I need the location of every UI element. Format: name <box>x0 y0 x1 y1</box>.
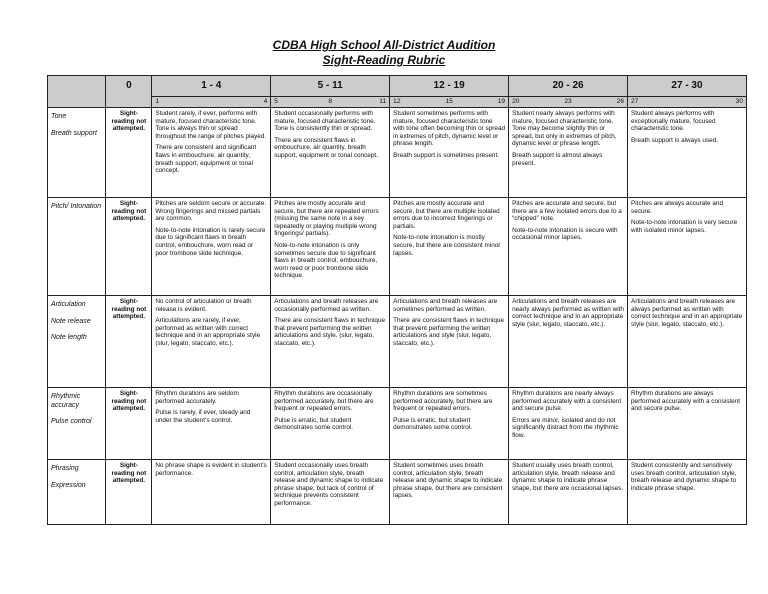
rubric-cell <box>152 388 271 460</box>
range-1 <box>152 97 271 108</box>
rubric-cell <box>152 198 271 296</box>
rubric-descriptor: Rhythm durations are sometimes performed accurately, but there are frequent or repeated errors. <box>393 390 493 413</box>
rubric-descriptor: Note-to-note intonation is only sometimes secure due to significant flaws in breath control, embouchure, worn reed or poor trombone slide technique. <box>274 241 378 280</box>
rubric-cell <box>509 388 628 460</box>
rubric-descriptor: Student occasionally performs with mature, focused characteristic tone. Tone is consistently thin or spread. <box>274 110 376 133</box>
rubric-cell <box>509 296 628 388</box>
rubric-cell <box>628 198 747 296</box>
score-header-row <box>48 76 747 97</box>
rubric-cell <box>390 388 509 460</box>
rubric-descriptor: Note-to-note intonation is secure with occasional minor lapses. <box>512 226 618 242</box>
rubric-descriptor: Rhythm durations are nearly always performed accurately with a consistent and secure pulse. <box>512 390 622 413</box>
rubric-descriptor: There are consistent flaws in embouchure, air quantity, breath support, equipment or tonal concept. <box>274 136 378 159</box>
rubric-cell <box>390 108 509 198</box>
range-tick-label: 20 <box>512 98 520 105</box>
not-attempted-cell: Sight-reading not attempted. <box>106 198 152 296</box>
range-3 <box>390 97 509 108</box>
range-2 <box>271 97 390 108</box>
rubric-descriptor: Errors are minor, isolated and do not significantly distract from the rhythmic flow. <box>512 416 619 439</box>
rubric-cell <box>509 108 628 198</box>
rubric-row-tone <box>48 108 747 198</box>
range-5 <box>628 97 747 108</box>
rubric-descriptor: Pitches are seldom secure or accurate. Wrong fingerings and missed partials are common. <box>155 200 267 223</box>
rubric-cell <box>628 108 747 198</box>
rubric-descriptor: Articulations and breath releases are occasionally performed as written. <box>274 298 379 313</box>
score-header-2: 5 - 11 <box>271 76 390 97</box>
rubric-cell <box>271 198 390 296</box>
rubric-row-pitch <box>48 198 747 296</box>
rubric-descriptor: Articulations and breath releases are always performed as written with correct technique and in an appropriate style (slur, legato, staccato, etc.). <box>631 298 743 328</box>
rubric-descriptor: Breath support is almost always present. <box>512 151 603 167</box>
rubric-cell <box>271 460 390 525</box>
not-attempted-cell: Sight-reading not attempted. <box>106 296 152 388</box>
rubric-descriptor: Pulse is erratic, but student demonstrates some control. <box>274 416 354 432</box>
rubric-descriptor: Articulations and breath releases are sometimes performed as written. <box>393 298 498 313</box>
rubric-descriptor: No control of articulation or breath release is evident. <box>155 298 252 313</box>
range-tick-label: 26 <box>616 98 624 105</box>
rubric-cell <box>152 108 271 198</box>
rubric-descriptor: Pulse is rarely, if ever, steady and under the student’s control. <box>155 409 251 424</box>
not-attempted-cell: Sight-reading not attempted. <box>106 460 152 525</box>
score-header-1: 1 - 4 <box>152 76 271 97</box>
rubric-cell <box>628 460 747 525</box>
criteria-label: Pitch/ Intonation <box>51 203 102 210</box>
rubric-cell <box>628 388 747 460</box>
criteria-cell <box>48 460 106 525</box>
score-header-0: 0 <box>106 76 152 108</box>
criteria-cell <box>48 388 106 460</box>
rubric-descriptor: Rhythm durations are always performed accurately with a consistent and secure pulse. <box>631 390 741 413</box>
rubric-descriptor: There are consistent and significant flaws in embouchure, air quantity, breath support, equipment or tonal concept. <box>155 144 257 175</box>
rubric-descriptor: Student nearly always performs with mature, focused characteristic tone. Tone may become slightly thin or spread, but only in extremes of pitch, dynamic level or phrase length. <box>512 110 617 148</box>
rubric-descriptor: Student sometimes uses breath control, articulation style, breath release and dynamic shape to indicate phrase shape, but there are consistent lapses. <box>393 462 503 500</box>
rubric-descriptor: Student always performs with exceptionally mature, focused characteristic tone. <box>631 110 716 133</box>
range-tick-label: 12 <box>393 98 401 105</box>
rubric-cell <box>509 198 628 296</box>
rubric-descriptor: Student rarely, if ever, performs with mature, focused characteristic tone. Tone is always thin or spread throughout the range of pitches played. <box>155 110 267 140</box>
not-attempted-cell: Sight-reading not attempted. <box>106 108 152 198</box>
rubric-row-articulation <box>48 296 747 388</box>
range-tick-label: 8 <box>328 98 333 105</box>
rubric-table <box>47 75 747 525</box>
rubric-descriptor: Rhythm durations are seldom performed accurately. <box>155 390 239 405</box>
criteria-label: Rhythmic accuracy <box>51 393 81 409</box>
rubric-cell <box>390 296 509 388</box>
rubric-descriptor: No phrase shape is evident in student’s performance. <box>155 462 267 477</box>
range-tick-label: 4 <box>263 98 268 105</box>
range-tick-label: 5 <box>274 98 278 105</box>
criteria-label: Expression <box>51 481 86 489</box>
criteria-label: Phrasing <box>51 465 79 472</box>
rubric-descriptor: Pulse is erratic, but student demonstrates some control. <box>393 416 473 432</box>
rubric-descriptor: Pitches are accurate and secure, but there are a few isolated errors due to a “chipped” note. <box>512 200 622 223</box>
rubric-cell <box>390 460 509 525</box>
not-attempted-cell: Sight-reading not attempted. <box>106 388 152 460</box>
rubric-row-rhythm <box>48 388 747 460</box>
page-subtitle: Sight-Reading Rubric <box>322 53 446 67</box>
rubric-descriptor: Pitches are mostly accurate and secure, but there are repeated errors (missing the same note in a key repeatedly or playing multiple wrong fingerings/ partials). <box>274 200 379 238</box>
rubric-descriptor: Note-to-note intonation is mostly secure, but there are consistent minor lapses. <box>393 234 501 257</box>
rubric-descriptor: Student sometimes performs with mature, focused characteristic tone with tone often becoming thin or spread in extremes of pitch, dynamic level or phrase length. <box>393 110 506 148</box>
rubric-descriptor: Note-to-note intonation is rarely secure due to significant flaws in breath control, embouchure, worn read or poor trombone slide technique. <box>155 226 266 257</box>
range-4 <box>509 97 628 108</box>
criteria-label: Tone <box>51 113 67 120</box>
criteria-label: Pulse control <box>51 418 92 425</box>
rubric-cell <box>271 388 390 460</box>
score-header-3: 12 - 19 <box>390 76 509 97</box>
rubric-descriptor: Note-to-note intonation is very secure with isolated minor lapses. <box>631 219 738 234</box>
rubric-cell <box>271 296 390 388</box>
rubric-descriptor: Breath support is always used. <box>631 136 719 144</box>
rubric-descriptor: Rhythm durations are occasionally performed accurately, but there are frequent or repeated errors. <box>274 390 374 413</box>
rubric-descriptor: There are consistent flaws in technique that prevent performing the written articulations and style (slur, legato, staccato, etc.). <box>393 317 504 347</box>
rubric-cell <box>271 108 390 198</box>
range-tick-label: 15 <box>445 98 453 105</box>
rubric-cell <box>628 296 747 388</box>
rubric-descriptor: Student occasionally uses breath control, articulation style, breath release and dynamic shape to indicate phrase shape, but lack of control of technique prevents consistent performance. <box>274 462 384 507</box>
rubric-cell <box>509 460 628 525</box>
range-tick-label: 27 <box>631 98 639 105</box>
range-tick-label: 11 <box>379 98 387 105</box>
criteria-label: Note release <box>51 317 91 325</box>
range-tick-label: 1 <box>155 98 159 105</box>
rubric-cell <box>390 198 509 296</box>
range-header-row <box>48 97 747 108</box>
criteria-cell <box>48 198 106 296</box>
range-tick-label: 19 <box>497 98 506 105</box>
page-title: CDBA High School All-District Audition <box>272 38 496 52</box>
rubric-descriptor: Pitches are always accurate and secure. <box>631 200 724 215</box>
rubric-descriptor: Pitches are mostly accurate and secure, but there are multiple isolated errors due to incorrect fingerings or partials. <box>393 200 500 230</box>
rubric-descriptor: Breath support is sometimes present. <box>393 151 500 159</box>
criteria-cell <box>48 108 106 198</box>
criteria-label: Articulation <box>51 301 86 308</box>
score-header-4: 20 - 26 <box>509 76 628 97</box>
criteria-cell <box>48 296 106 388</box>
rubric-descriptor: Articulations are rarely, if ever, performed as written with correct technique and in an appropriate style (slur, legato, staccato, etc.). <box>155 317 261 347</box>
criteria-label: Breath support <box>51 129 97 137</box>
score-header-5: 27 - 30 <box>628 76 747 97</box>
rubric-cell <box>152 296 271 388</box>
rubric-descriptor: Student consistently and sensitively uses breath control, articulation style, breath release and dynamic shape to indicate phrase shape. <box>631 462 737 492</box>
rubric-row-phrasing <box>48 460 747 525</box>
rubric-descriptor: There are consistent flaws in technique that prevent performing the written articulations and style. (slur, legato, staccato, etc.). <box>274 317 386 347</box>
rubric-descriptor: Articulations and breath releases are nearly always performed as written with correct technique and in an appropriate style (slur, legato, staccato, etc.). <box>512 298 624 328</box>
range-tick-label: 30 <box>735 98 743 105</box>
rubric-descriptor: Student usually uses breath control, articulation style, breath release and dynamic shape to indicate phrase shape, but there are occasional lapses. <box>512 462 624 492</box>
range-tick-label: 23 <box>564 98 572 105</box>
rubric-cell <box>152 460 271 525</box>
criteria-header <box>48 76 106 108</box>
criteria-label: Note length <box>51 334 87 341</box>
